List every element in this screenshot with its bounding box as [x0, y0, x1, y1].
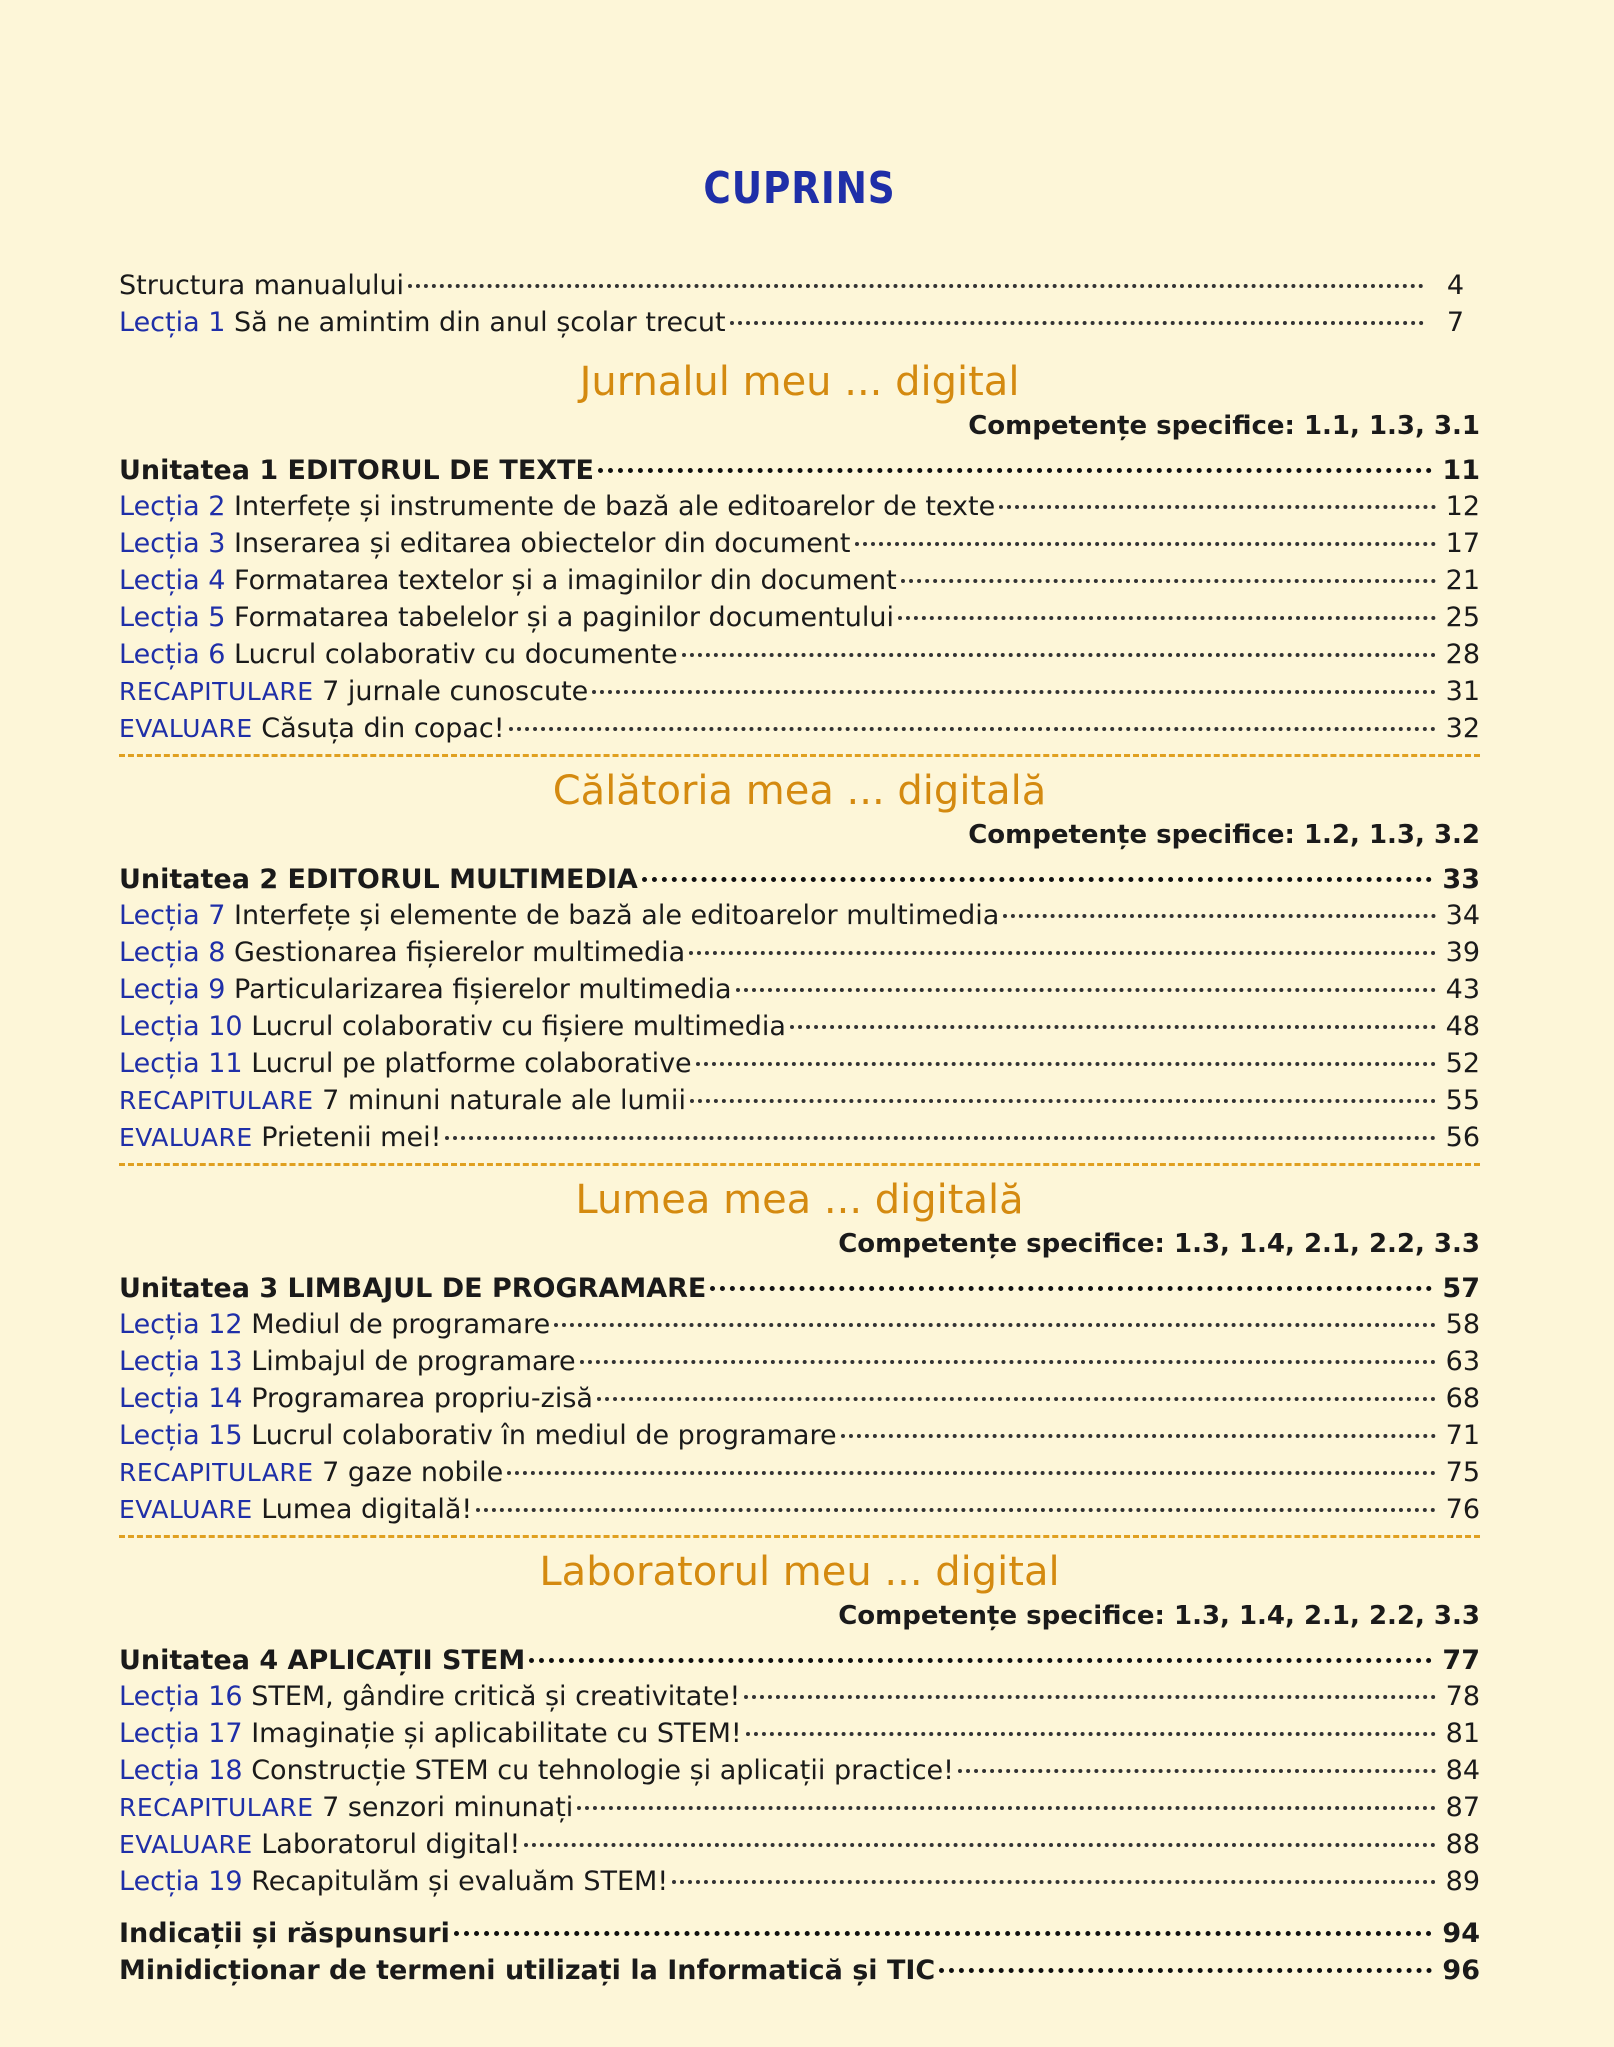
toc-page-number: 48: [1445, 1011, 1480, 1042]
toc-entry-text: Interfețe și instrumente de bază ale editoarelor de texte: [225, 491, 996, 522]
section-title: Jurnalul meu ... digital: [579, 359, 1020, 405]
toc-entry-text: Indicații și răspunsuri: [119, 1918, 450, 1949]
dot-leader: [898, 586, 1436, 620]
toc-entry-lead: [119, 1343, 576, 1380]
toc-entry-label: RECAPITULARE: [119, 1458, 314, 1487]
toc-page-number: 58: [1445, 1309, 1480, 1340]
toc-page-number: 55: [1445, 1085, 1480, 1116]
toc-entry-lead: [119, 1380, 593, 1417]
toc-entry-lead: [119, 934, 685, 971]
toc-entry-lead: [119, 1715, 742, 1752]
toc-entry-label: Lecția 4: [119, 565, 226, 596]
toc-entry-text: Inserarea și editarea obiectelor din document: [225, 528, 851, 559]
toc-page-number: 78: [1445, 1681, 1480, 1712]
toc-page-number: 71: [1445, 1420, 1480, 1451]
toc-entry-label: EVALUARE: [119, 1123, 253, 1152]
toc-entry-text: Structura manualului: [119, 270, 405, 301]
toc-entry-text: Particularizarea fișierelor multimedia: [225, 974, 732, 1005]
toc-entry-text: STEM, gândire critică și creativitate!: [242, 1681, 741, 1712]
toc-entry-lead: [119, 1826, 520, 1863]
toc-entry-lead: [119, 525, 851, 562]
toc-page-number: 7: [1446, 307, 1464, 338]
toc-page-number: 21: [1445, 565, 1480, 596]
dot-leader: [524, 1813, 1435, 1847]
dot-leader: [736, 958, 1436, 992]
dot-leader: [454, 1901, 1433, 1936]
toc-entry-text: Lumea digitală!: [252, 1494, 473, 1525]
toc-page-number: 11: [1442, 455, 1480, 486]
toc-entry-label: Lecția 5: [119, 602, 226, 633]
toc-page-number: 63: [1445, 1346, 1480, 1377]
toc-entry-lead: [119, 304, 726, 341]
toc-entry-label: Lecția 11: [119, 1048, 243, 1079]
dot-leader: [855, 512, 1436, 546]
toc-entry-label: Lecția 8: [119, 937, 226, 968]
toc-entry-text: Lucrul pe platforme colaborative: [242, 1048, 692, 1079]
section-4: [119, 1546, 1480, 1897]
toc-entry-text: Imaginație și aplicabilitate cu STEM!: [242, 1718, 742, 1749]
toc-entry-text: Lucrul colaborativ cu fișiere multimedia: [242, 1011, 786, 1042]
toc-entry-text: Programarea propriu-zisă: [242, 1383, 593, 1414]
section-title: Lumea mea ... digitală: [575, 1177, 1024, 1223]
toc-entry-label: EVALUARE: [119, 714, 253, 743]
section-competences: Competențe specifice: 1.1, 1.3, 3.1: [968, 411, 1480, 441]
section-competences: Competențe specifice: 1.3, 1.4, 2.1, 2.2, 3.3: [838, 1229, 1480, 1259]
toc-entry-label: Lecția 6: [119, 639, 226, 670]
dot-leader: [690, 1069, 1436, 1103]
toc-page-number: 84: [1445, 1755, 1480, 1786]
dot-leader: [710, 1256, 1432, 1291]
dot-leader: [744, 1665, 1435, 1699]
toc-entry-label: Lecția 19: [119, 1866, 243, 1897]
toc-entry-lead: [119, 710, 505, 747]
toc-entry-text: Interfețe și elemente de bază ale editoarelor multimedia: [225, 900, 1000, 931]
toc-entry-label: Lecția 17: [119, 1718, 243, 1749]
dot-leader: [476, 1478, 1435, 1512]
toc-page-number: 33: [1442, 864, 1480, 895]
section-competences: Competențe specifice: 1.3, 1.4, 2.1, 2.2, 3.3: [838, 1601, 1480, 1631]
dot-leader: [939, 1938, 1432, 1973]
toc-entry-text: Laboratorul digital!: [252, 1829, 521, 1860]
dot-leader: [592, 660, 1435, 694]
toc-page-number: 28: [1445, 639, 1480, 670]
toc-entry-lead: [119, 1789, 573, 1826]
toc-entry-label: RECAPITULARE: [119, 677, 314, 706]
toc-entry-text: 7 gaze nobile: [313, 1457, 504, 1488]
toc-page-number: 34: [1445, 900, 1480, 931]
toc-page-number: 96: [1442, 1955, 1480, 1986]
toc-page-number: 31: [1445, 676, 1480, 707]
toc-entry-label: Lecția 9: [119, 974, 226, 1005]
toc-page-number: 56: [1445, 1122, 1480, 1153]
dot-leader: [841, 1404, 1436, 1438]
toc-entry-text: Minidicționar de termeni utilizați la Informatică și TIC: [119, 1955, 936, 1986]
dot-leader: [696, 1032, 1436, 1066]
dot-leader: [507, 1441, 1435, 1475]
toc-entry-text: 7 jurnale cunoscute: [313, 676, 589, 707]
toc-entry-text: Construcție STEM cu tehnologie și aplicații practice!: [242, 1755, 954, 1786]
toc-entry-text: Formatarea tabelelor și a paginilor documentului: [225, 602, 895, 633]
section-divider: [119, 1535, 1480, 1538]
toc-page-number: 75: [1445, 1457, 1480, 1488]
dot-leader: [577, 1776, 1435, 1810]
dot-leader: [999, 475, 1435, 509]
toc-entry-text: Lucrul colaborativ în mediul de programare: [242, 1420, 837, 1451]
dot-leader: [672, 1850, 1435, 1884]
toc-entry-text: Formatarea textelor și a imaginilor din document: [225, 565, 897, 596]
toc-entry-text: Gestionarea fișierelor multimedia: [225, 937, 686, 968]
toc-page-number: 94: [1442, 1918, 1480, 1949]
toc-entry-label: Lecția 14: [119, 1383, 243, 1414]
page-title: CUPRINS: [703, 163, 896, 214]
toc-unit-label: Unitatea 2 EDITORUL MULTIMEDIA: [119, 864, 638, 895]
toc-unit-label: Unitatea 3 LIMBAJUL DE PROGRAMARE: [119, 1273, 707, 1304]
toc-page-number: 88: [1445, 1829, 1480, 1860]
toc-entry-label: Lecția 18: [119, 1755, 243, 1786]
toc-page-number: 89: [1445, 1866, 1480, 1897]
toc-entry-label: RECAPITULARE: [119, 1086, 314, 1115]
toc-page-number: 57: [1442, 1273, 1480, 1304]
toc-page-number: 77: [1442, 1645, 1480, 1676]
toc-unit-label: Unitatea 1 EDITORUL DE TEXTE: [119, 455, 594, 486]
section-divider: [119, 1163, 1480, 1166]
toc-entry-text: Căsuța din copac!: [252, 713, 505, 744]
toc-page-number: 81: [1445, 1718, 1480, 1749]
toc-entry-lead: [119, 562, 897, 599]
dot-leader: [408, 254, 1424, 288]
toc-entry-label: Lecția 3: [119, 528, 226, 559]
dot-leader: [509, 697, 1436, 731]
toc-entry-label: Lecția 13: [119, 1346, 243, 1377]
dot-leader: [598, 438, 1432, 473]
toc-entry-label: EVALUARE: [119, 1830, 253, 1859]
section-divider: [119, 754, 1480, 757]
section-1: [119, 356, 1480, 744]
toc-entry-text: 7 minuni naturale ale lumii: [313, 1085, 686, 1116]
toc-entry-lead: [119, 1678, 740, 1715]
dot-leader: [958, 1739, 1436, 1773]
toc-entry-lead: [119, 1306, 550, 1343]
toc-page-number: 4: [1446, 270, 1464, 301]
toc-entry-lead: [119, 1008, 786, 1045]
dot-leader: [445, 1106, 1435, 1140]
toc-entry-text: Lucrul colaborativ cu documente: [225, 639, 678, 670]
section-competences: Competențe specifice: 1.2, 1.3, 3.2: [968, 820, 1480, 850]
toc-entry-lead: [119, 1863, 668, 1900]
dot-leader: [1003, 884, 1435, 918]
toc-page-number: 25: [1445, 602, 1480, 633]
toc-entry-text: 7 senzori minunați: [313, 1792, 574, 1823]
toc-page-number: 32: [1445, 713, 1480, 744]
toc-entry-text: Limbajul de programare: [242, 1346, 576, 1377]
toc-entry-label: RECAPITULARE: [119, 1793, 314, 1822]
section-3: [119, 1174, 1480, 1525]
toc-entry-lead: [119, 1454, 503, 1491]
dot-leader: [746, 1702, 1436, 1736]
section-2: [119, 765, 1480, 1153]
dot-leader: [730, 291, 1424, 325]
toc-entry-label: EVALUARE: [119, 1495, 253, 1524]
toc-entry-text: Prietenii mei!: [252, 1122, 442, 1153]
toc-page-number: 43: [1445, 974, 1480, 1005]
toc-page-number: 17: [1445, 528, 1480, 559]
dot-leader: [901, 549, 1436, 583]
dot-leader: [790, 995, 1436, 1029]
toc-entry-label: Lecția 15: [119, 1420, 243, 1451]
toc-entry-label: Lecția 10: [119, 1011, 243, 1042]
toc-page-number: 68: [1445, 1383, 1480, 1414]
toc-entry-text: Recapitulăm și evaluăm STEM!: [242, 1866, 669, 1897]
dot-leader: [597, 1367, 1436, 1401]
dot-leader: [642, 847, 1433, 882]
toc-entry-label: Lecția 2: [119, 491, 226, 522]
section-title: Laboratorul meu ... digital: [539, 1549, 1060, 1595]
toc-entry-lead: [119, 1045, 692, 1082]
toc-page-number: 39: [1445, 937, 1480, 968]
toc-entry-lead: [119, 1491, 472, 1528]
toc-entry-label: Lecția 12: [119, 1309, 243, 1340]
toc-unit-label: Unitatea 4 APLICAȚII STEM: [119, 1645, 526, 1676]
dot-leader: [682, 623, 1436, 657]
toc-entry-label: Lecția 16: [119, 1681, 243, 1712]
toc-entry-text: Să ne amintim din anul școlar trecut: [225, 307, 726, 338]
dot-leader: [554, 1293, 1435, 1327]
toc-entry-text: Mediul de programare: [242, 1309, 551, 1340]
toc-page-number: 76: [1445, 1494, 1480, 1525]
dot-leader: [580, 1330, 1436, 1364]
toc-page-number: 52: [1445, 1048, 1480, 1079]
toc-entry-lead: [119, 1119, 441, 1156]
section-title: Călătoria mea ... digitală: [552, 768, 1047, 814]
toc-page-number: 12: [1445, 491, 1480, 522]
toc-entry-lead: [119, 971, 732, 1008]
dot-leader: [529, 1628, 1432, 1663]
toc-entry-label: Lecția 1: [119, 307, 226, 338]
dot-leader: [689, 921, 1435, 955]
toc-entry-label: Lecția 7: [119, 900, 226, 931]
toc-page-number: 87: [1445, 1792, 1480, 1823]
